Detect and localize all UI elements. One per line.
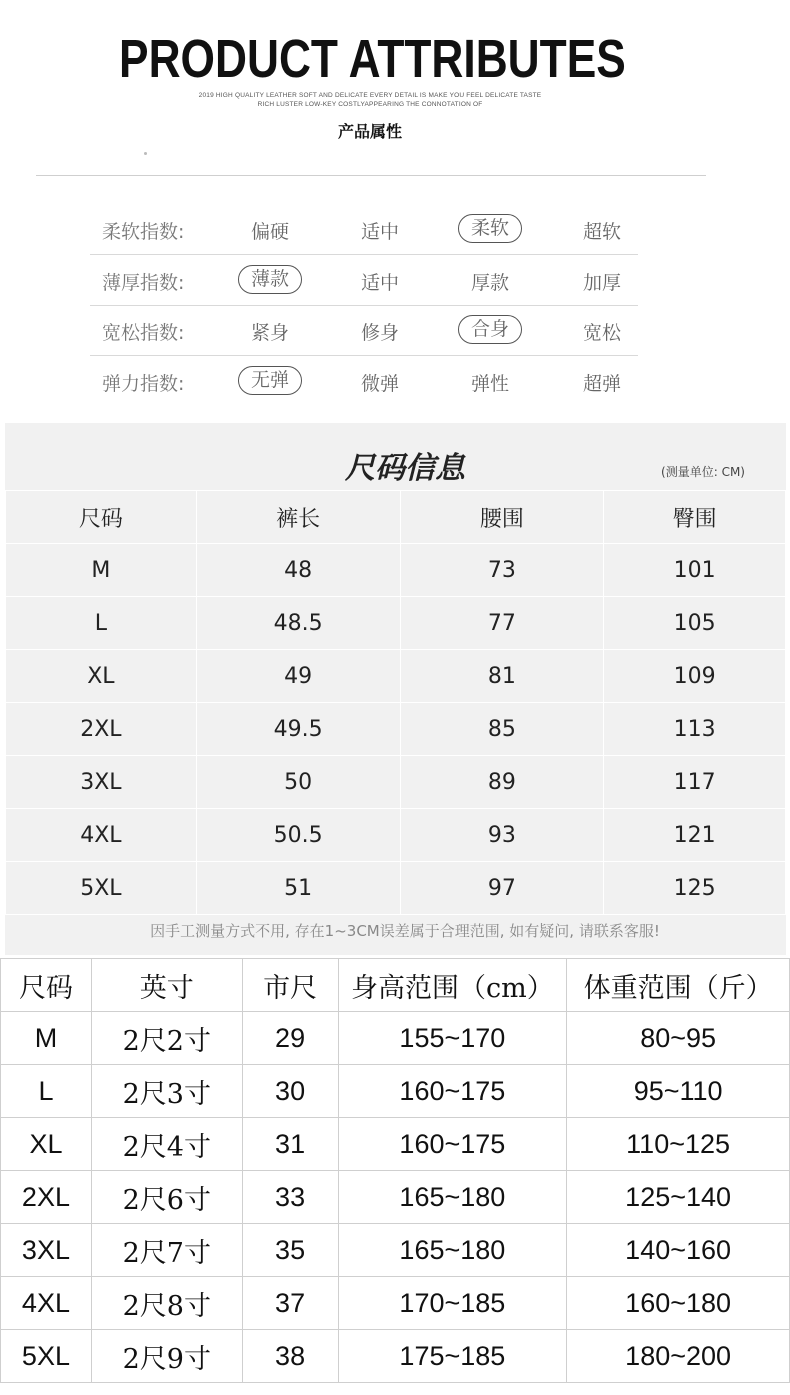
table-cell: 105 (604, 597, 786, 650)
attribute-option-selected (230, 268, 310, 294)
option-label: 修身 (360, 322, 399, 344)
table-cell: 165~180 (338, 1171, 567, 1224)
table-cell: 2尺7寸 (91, 1224, 242, 1277)
column-header: 英寸 (91, 959, 242, 1012)
table-cell: 5XL (6, 862, 197, 915)
attribute-option (340, 318, 420, 345)
table-cell: XL (6, 650, 197, 703)
attribute-option (562, 318, 642, 345)
table-cell: 121 (604, 809, 786, 862)
size-info-title: 尺码信息 (345, 451, 465, 486)
table-cell: 175~185 (338, 1330, 567, 1383)
table-cell: 80~95 (567, 1012, 790, 1065)
option-label: 无弹 (238, 366, 302, 395)
table-cell: 160~180 (567, 1277, 790, 1330)
column-header: 市尺 (242, 959, 338, 1012)
table-cell: 51 (196, 862, 400, 915)
column-header: 体重范围（斤） (567, 959, 790, 1012)
table-cell: 49.5 (196, 703, 400, 756)
table-cell: 31 (242, 1118, 338, 1171)
option-label: 合身 (458, 315, 522, 344)
unit-label: (测量单位: CM) (661, 465, 745, 479)
attribute-row (90, 205, 638, 255)
table-cell: 2XL (6, 703, 197, 756)
table-cell: XL (1, 1118, 92, 1171)
table-cell: 2尺2寸 (91, 1012, 242, 1065)
table-row (1, 1012, 790, 1065)
table-cell: 4XL (6, 809, 197, 862)
table-cell: 3XL (6, 756, 197, 809)
table-cell: 165~180 (338, 1224, 567, 1277)
table-cell: 5XL (1, 1330, 92, 1383)
attribute-label: 弹力指数: (102, 372, 185, 395)
table-cell: 109 (604, 650, 786, 703)
column-header: 尺码 (6, 491, 197, 544)
table-cell: L (6, 597, 197, 650)
table-cell: 155~170 (338, 1012, 567, 1065)
size-chart-table (0, 958, 790, 1383)
column-header: 裤长 (196, 491, 400, 544)
column-header: 腰围 (400, 491, 604, 544)
size-info-table (5, 490, 786, 915)
table-row (6, 597, 786, 650)
table-header-row (1, 959, 790, 1012)
table-row (1, 1118, 790, 1171)
size-info-panel (5, 423, 786, 955)
table-cell: 117 (604, 756, 786, 809)
attribute-label: 薄厚指数: (102, 271, 185, 294)
option-label: 偏硬 (250, 221, 289, 243)
table-cell: 125~140 (567, 1171, 790, 1224)
attribute-option (562, 217, 642, 244)
table-cell: 101 (604, 544, 786, 597)
option-label: 紧身 (250, 322, 289, 344)
table-cell: 180~200 (567, 1330, 790, 1383)
attribute-option (340, 268, 420, 295)
subtitle-line-2: RICH LUSTER LOW-KEY COSTLYAPPEARING THE CONNOTATION OF (257, 101, 483, 108)
table-cell: 35 (242, 1224, 338, 1277)
page-title: PRODUCT ATTRIBUTES (119, 29, 626, 89)
table-cell: 2尺3寸 (91, 1065, 242, 1118)
table-cell: 37 (242, 1277, 338, 1330)
table-row (1, 1277, 790, 1330)
option-label: 柔软 (458, 214, 522, 243)
option-label: 薄款 (238, 265, 302, 294)
option-label: 超软 (582, 221, 621, 243)
table-cell: 160~175 (338, 1065, 567, 1118)
table-row (6, 544, 786, 597)
table-cell: 89 (400, 756, 604, 809)
table-cell: 2尺4寸 (91, 1118, 242, 1171)
table-cell: 95~110 (567, 1065, 790, 1118)
attribute-option (562, 369, 642, 396)
attribute-option-selected (450, 217, 530, 243)
section-title-attributes: 产品属性 (337, 122, 402, 141)
table-row (6, 862, 786, 915)
column-header: 身高范围（cm） (338, 959, 567, 1012)
subtitle-line-1: 2019 HIGH QUALITY LEATHER SOFT AND DELICATE EVERY DETAIL IS MAKE YOU FEEL DELICATE TASTE (198, 92, 542, 99)
option-label: 厚款 (470, 271, 509, 294)
option-label: 超弹 (582, 372, 621, 395)
column-header: 臀围 (604, 491, 786, 544)
table-cell: 93 (400, 809, 604, 862)
attribute-option-selected (450, 318, 530, 344)
attribute-option (562, 268, 642, 295)
attribute-label: 柔软指数: (102, 221, 185, 243)
table-row (1, 1171, 790, 1224)
table-cell: 50.5 (196, 809, 400, 862)
table-row (6, 809, 786, 862)
table-cell: 2尺8寸 (91, 1277, 242, 1330)
option-label: 加厚 (582, 271, 621, 294)
attribute-row (90, 306, 638, 356)
table-cell: 170~185 (338, 1277, 567, 1330)
table-cell: 2XL (1, 1171, 92, 1224)
table-row (1, 1330, 790, 1383)
column-header: 尺码 (1, 959, 92, 1012)
table-cell: 49 (196, 650, 400, 703)
table-cell: 2尺9寸 (91, 1330, 242, 1383)
table-cell: 3XL (1, 1224, 92, 1277)
table-cell: M (1, 1012, 92, 1065)
table-cell: 48.5 (196, 597, 400, 650)
table-cell: 73 (400, 544, 604, 597)
table-cell: 48 (196, 544, 400, 597)
option-label: 适中 (360, 221, 399, 243)
option-label: 适中 (360, 271, 399, 294)
table-row (1, 1065, 790, 1118)
table-row (6, 756, 786, 809)
table-cell: 4XL (1, 1277, 92, 1330)
table-cell: 2尺6寸 (91, 1171, 242, 1224)
table-cell: 33 (242, 1171, 338, 1224)
measurement-note: 因手工测量方式不用, 存在1~3CM误差属于合理范围, 如有疑问, 请联系客服! (150, 922, 660, 940)
table-cell: 113 (604, 703, 786, 756)
table-cell: 81 (400, 650, 604, 703)
table-row (6, 650, 786, 703)
attribute-row (90, 256, 638, 306)
option-label: 弹性 (470, 372, 509, 395)
table-cell: 97 (400, 862, 604, 915)
table-cell: 85 (400, 703, 604, 756)
table-row (1, 1224, 790, 1277)
table-cell: M (6, 544, 197, 597)
attribute-option (230, 217, 310, 244)
attribute-option (340, 217, 420, 244)
decorative-dot (144, 152, 147, 155)
table-cell: 125 (604, 862, 786, 915)
table-header-row (6, 491, 786, 544)
table-row (6, 703, 786, 756)
option-label: 微弹 (360, 372, 399, 395)
attribute-option-selected (230, 369, 310, 395)
attribute-option (450, 268, 530, 295)
table-cell: L (1, 1065, 92, 1118)
table-cell: 29 (242, 1012, 338, 1065)
table-cell: 38 (242, 1330, 338, 1383)
attribute-option (450, 369, 530, 396)
table-cell: 77 (400, 597, 604, 650)
attribute-option (230, 318, 310, 345)
table-cell: 140~160 (567, 1224, 790, 1277)
option-label: 宽松 (582, 322, 621, 344)
table-cell: 160~175 (338, 1118, 567, 1171)
attribute-row (90, 357, 638, 407)
table-cell: 30 (242, 1065, 338, 1118)
divider (36, 175, 706, 176)
attribute-label: 宽松指数: (102, 322, 185, 344)
table-cell: 50 (196, 756, 400, 809)
table-cell: 110~125 (567, 1118, 790, 1171)
attribute-option (340, 369, 420, 396)
